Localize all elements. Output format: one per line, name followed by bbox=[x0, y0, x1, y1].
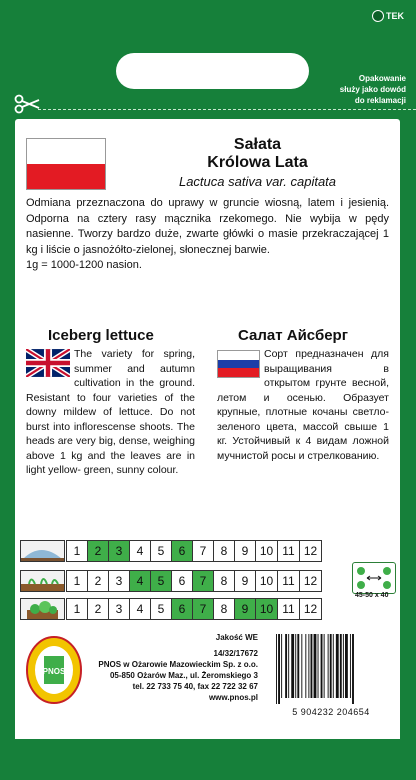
month-cell-harvest-6: 6 bbox=[171, 598, 193, 620]
harvest-icon bbox=[20, 598, 65, 620]
complaint-note-line1: Opakowanie bbox=[358, 74, 406, 83]
month-cell-harvest-1: 1 bbox=[66, 598, 88, 620]
bottom-green-band bbox=[0, 739, 416, 780]
month-cell-sowing-12: 12 bbox=[299, 540, 322, 562]
month-cell-sowing-3: 3 bbox=[108, 540, 130, 562]
sowing-icon bbox=[20, 540, 65, 562]
month-cell-planting-8: 8 bbox=[213, 570, 235, 592]
complaint-note bbox=[340, 73, 406, 106]
flag-russia bbox=[217, 350, 260, 378]
month-cell-planting-9: 9 bbox=[234, 570, 256, 592]
description-russian: Сорт предназначен для выращивания в открытом грунте весной, летом и осенью. Образует крупные, плотные кочаны светло-зеленого цвета, массой свыше 1 кг. Устойчивый к 4 видам ложной мучнистой росы и стрелкованию. bbox=[217, 348, 389, 462]
month-cell-harvest-2: 2 bbox=[87, 598, 109, 620]
description-polish-text: Odmiana przeznaczona do uprawy w gruncie wiosną, latem i jesienią. Odporna na cztery rasy mącznika rzekomego. Nie wybija w pędy nasienne. Tworzy bardzo duże, zwarte główki o masie przekraczającej 1 kg i liście o jasnożółto-zielonej, słonecznej barwie. bbox=[26, 197, 389, 256]
title-english: Iceberg lettuce bbox=[48, 327, 154, 344]
month-cell-sowing-10: 10 bbox=[255, 540, 278, 562]
description-polish bbox=[26, 196, 389, 274]
planting-icon bbox=[20, 570, 65, 592]
scissors-icon bbox=[14, 93, 40, 115]
complaint-note-line2: służy jako dowód bbox=[339, 85, 406, 94]
title-polish-line2: Królowa Lata bbox=[207, 154, 308, 171]
month-cell-harvest-12: 12 bbox=[299, 598, 322, 620]
month-cell-planting-11: 11 bbox=[277, 570, 300, 592]
spacing-label: 45-50 x 40 bbox=[355, 592, 389, 599]
complaint-note-line3: do reklamacji bbox=[354, 96, 406, 105]
white-label-strip bbox=[116, 53, 309, 89]
month-cell-harvest-4: 4 bbox=[129, 598, 151, 620]
company-phone: tel. 22 733 75 40, fax 22 722 32 67 bbox=[132, 682, 258, 691]
month-cell-harvest-9: 9 bbox=[234, 598, 256, 620]
product-code: 14/32/17672 bbox=[213, 649, 258, 658]
month-cell-sowing-5: 5 bbox=[150, 540, 172, 562]
brand-tek bbox=[372, 10, 404, 22]
month-cell-sowing-4: 4 bbox=[129, 540, 151, 562]
month-cell-harvest-11: 11 bbox=[277, 598, 300, 620]
flag-poland bbox=[26, 138, 106, 190]
month-cell-harvest-3: 3 bbox=[108, 598, 130, 620]
calendar-row-harvest bbox=[20, 598, 345, 622]
latin-name: Lactuca sativa var. capitata bbox=[178, 174, 337, 189]
month-cell-planting-4: 4 bbox=[129, 570, 151, 592]
month-cell-planting-10: 10 bbox=[255, 570, 278, 592]
month-cell-planting-7: 7 bbox=[192, 570, 214, 592]
description-english: The variety for spring, summer and autumn cultivation in the ground. Resistant to four varieties of the downy mildew of lettuce. Do not burst into inflorescense shoots. The heads are very big, dense, weighing above 1 kg and the leaves are in light yellow- green, sunny colour. bbox=[26, 348, 195, 476]
month-cell-sowing-9: 9 bbox=[234, 540, 256, 562]
barcode bbox=[270, 632, 390, 706]
spacing-icon bbox=[352, 562, 396, 594]
barcode-number: 5 904232 204654 bbox=[292, 707, 370, 717]
month-cell-planting-6: 6 bbox=[171, 570, 193, 592]
company-name: PNOS w Ożarowie Mazowieckim Sp. z o.o. bbox=[98, 660, 258, 669]
month-cell-sowing-8: 8 bbox=[213, 540, 235, 562]
month-cell-planting-12: 12 bbox=[299, 570, 322, 592]
month-cell-sowing-7: 7 bbox=[192, 540, 214, 562]
month-cell-sowing-11: 11 bbox=[277, 540, 300, 562]
leaf-icon bbox=[372, 10, 384, 22]
month-cell-planting-5: 5 bbox=[150, 570, 172, 592]
title-polish-line1: Sałata bbox=[233, 136, 282, 153]
month-cell-planting-1: 1 bbox=[66, 570, 88, 592]
month-cell-sowing-1: 1 bbox=[66, 540, 88, 562]
company-info bbox=[80, 632, 258, 703]
quality-line: Jakość WE bbox=[215, 633, 258, 642]
cut-line bbox=[38, 109, 416, 110]
calendar-row-sowing bbox=[20, 540, 345, 564]
title-russian: Салат Айсберг bbox=[238, 327, 348, 344]
calendar-row-planting bbox=[20, 570, 345, 594]
month-cell-planting-3: 3 bbox=[108, 570, 130, 592]
logo-text: PNOS bbox=[42, 667, 66, 676]
seeds-per-gram: 1g = 1000-1200 nasion. bbox=[26, 259, 142, 271]
flag-uk bbox=[26, 349, 70, 377]
month-cell-harvest-7: 7 bbox=[192, 598, 214, 620]
pnos-logo bbox=[26, 636, 82, 704]
month-cell-harvest-8: 8 bbox=[213, 598, 235, 620]
month-cell-harvest-10: 10 bbox=[255, 598, 278, 620]
brand-text: TEK bbox=[386, 11, 404, 21]
month-cell-harvest-5: 5 bbox=[150, 598, 172, 620]
company-website: www.pnos.pl bbox=[208, 693, 258, 702]
month-cell-sowing-2: 2 bbox=[87, 540, 109, 562]
company-address: 05-850 Ożarów Maz., ul. Żeromskiego 3 bbox=[109, 671, 258, 680]
month-cell-planting-2: 2 bbox=[87, 570, 109, 592]
month-cell-sowing-6: 6 bbox=[171, 540, 193, 562]
